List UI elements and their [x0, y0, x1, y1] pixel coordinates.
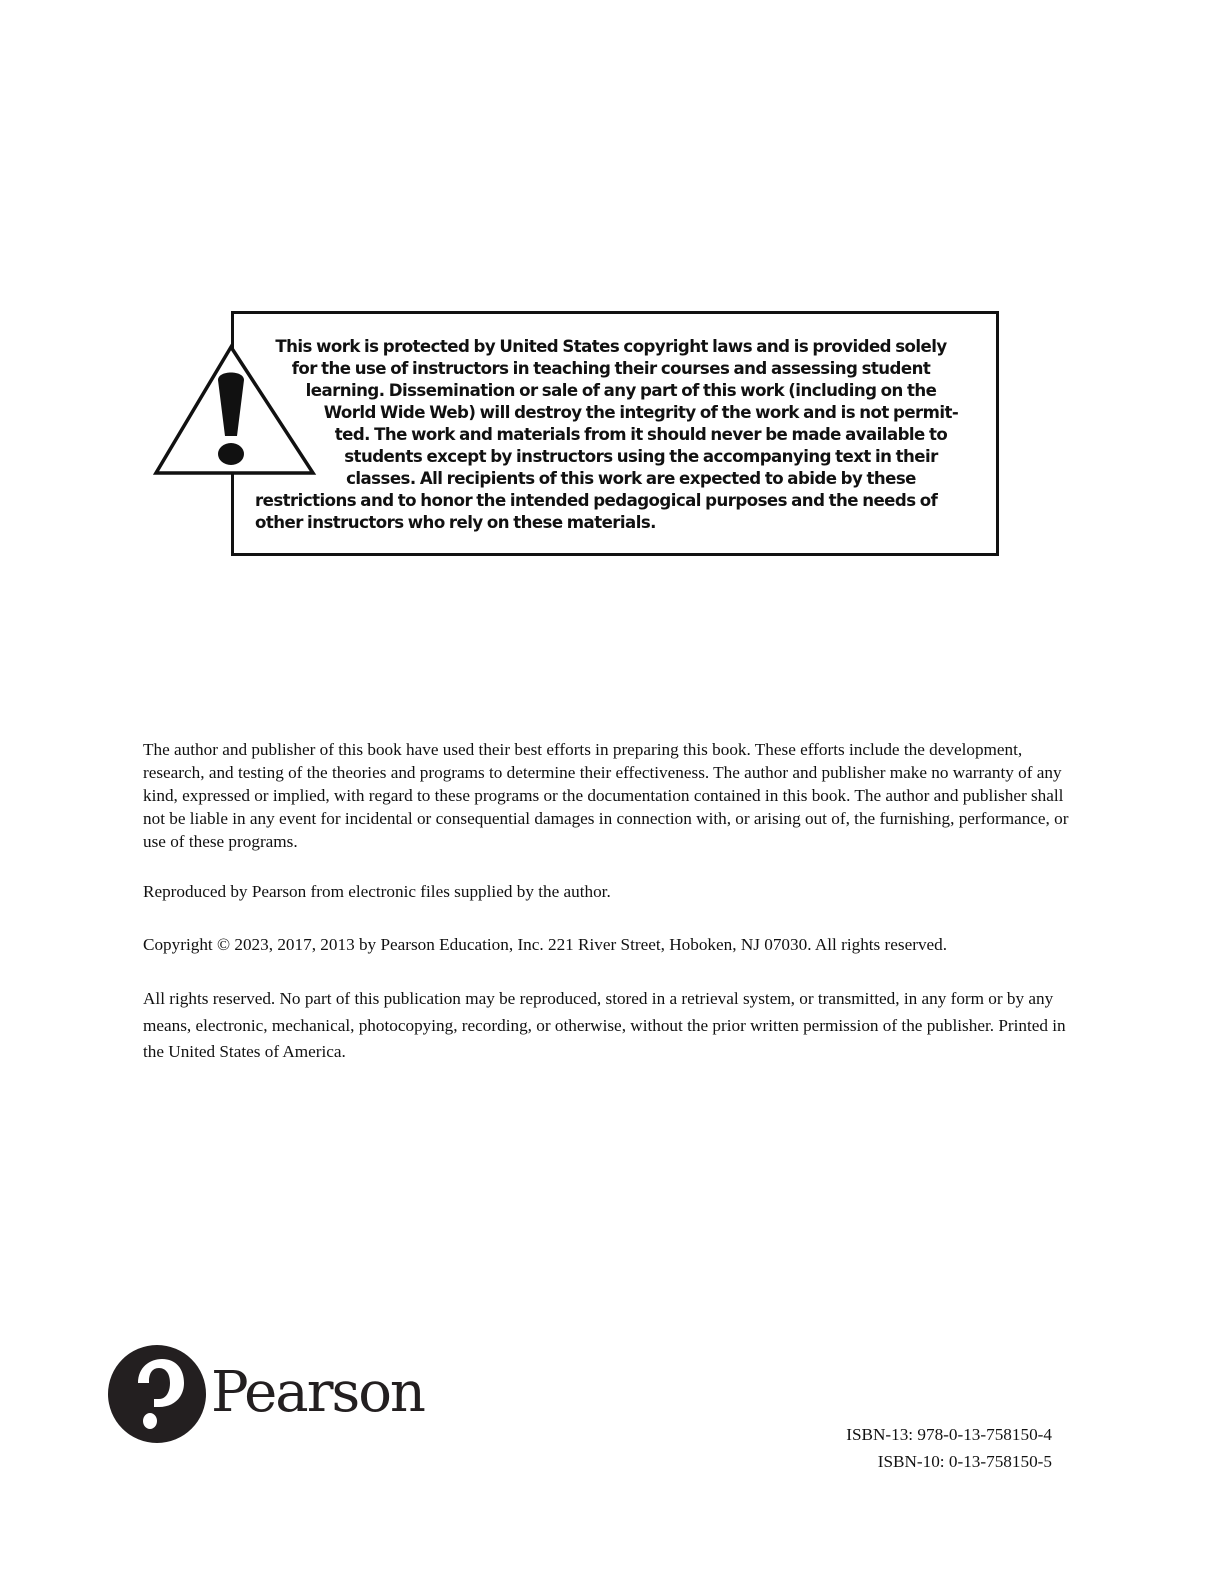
pearson-wordmark: Pearson — [211, 1360, 424, 1425]
isbn-13: ISBN-13: 978-0-13-758150-4 — [846, 1425, 1052, 1444]
warning-line: World Wide Web) will destroy the integrity of the work and is not permit- — [323, 403, 959, 422]
warning-line: classes. All recipients of this work are expected to abide by these — [346, 469, 916, 488]
pearson-logo-icon — [108, 1345, 206, 1443]
pearson-logo — [108, 1345, 438, 1445]
warning-line: This work is protected by United States copyright laws and is provided solely — [275, 337, 947, 356]
rights-paragraph: All rights reserved. No part of this publication may be reproduced, stored in a retrieval system, or transmitted, in any form or by any means, electronic, mechanical, photocopying, recording, or otherwise, without the prior written permission of the publisher. Printed in the United States of America. — [143, 989, 1066, 1061]
isbn-10: ISBN-10: 0-13-758150-5 — [877, 1452, 1052, 1471]
warning-line: students except by instructors using the accompanying text in their — [344, 447, 938, 466]
warning-line: restrictions and to honor the intended pedagogical purposes and the needs of — [255, 491, 938, 510]
warning-line: learning. Dissemination or sale of any part of this work (including on the — [305, 381, 937, 400]
copyright-warning-text — [255, 336, 967, 534]
disclaimer-paragraph: The author and publisher of this book have used their best efforts in preparing this book. These efforts include the development, research, and testing of the theories and programs to determine their effectiveness. The author and publisher make no warranty of any kind, expressed or implied, with regard to these programs or the documentation contained in this book. The author and publisher shall not be liable in any event for incidental or consequential damages in connection with, or arising out of, the furnishing, performance, or use of these programs. — [143, 740, 1069, 851]
copyright-paragraph: Copyright © 2023, 2017, 2013 by Pearson Education, Inc. 221 River Street, Hoboken, NJ 07030. All rights reserved. — [143, 935, 948, 954]
isbn-block — [846, 1421, 1052, 1475]
warning-line: for the use of instructors in teaching their courses and assessing student — [291, 359, 931, 378]
reproduced-paragraph: Reproduced by Pearson from electronic files supplied by the author. — [143, 882, 611, 901]
warning-line: other instructors who rely on these materials. — [255, 513, 656, 532]
warning-line: ted. The work and materials from it should never be made available to — [334, 425, 948, 444]
